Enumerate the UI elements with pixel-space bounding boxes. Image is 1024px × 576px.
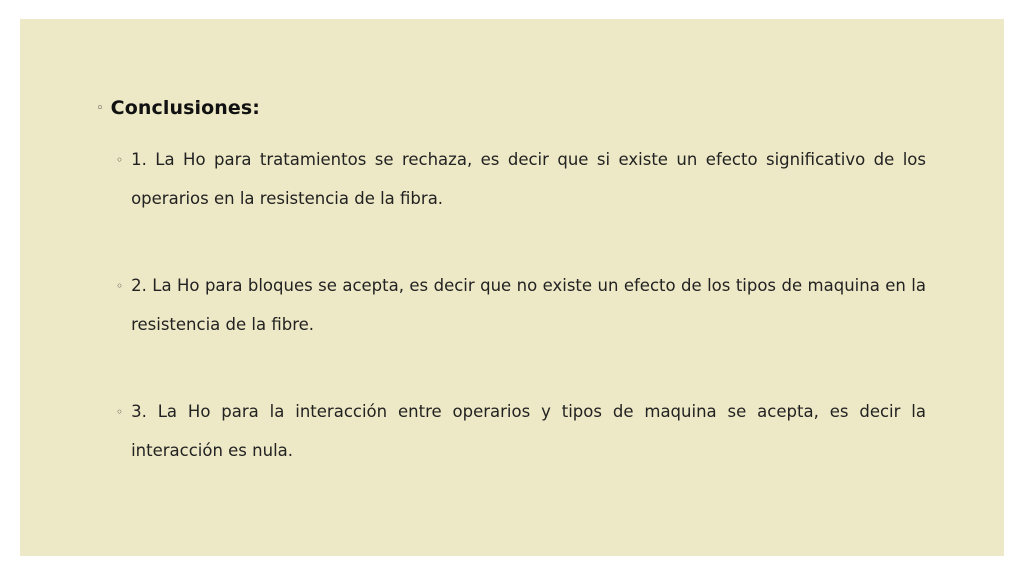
conclusion-item-1: [116, 149, 926, 218]
conclusion-text-1: 1. La Ho para tratamientos se rechaza, es decir que si existe un efecto significativo de los operarios en la resistencia de la fibra.: [131, 150, 926, 208]
conclusion-text-3: 3. La Ho para la interacción entre operarios y tipos de maquina se acepta, es decir la interacción es nula.: [131, 402, 926, 460]
slide-panel: [20, 19, 1004, 556]
ring-bullet-icon: ◦: [116, 405, 124, 419]
ring-bullet-icon: ◦: [116, 279, 124, 293]
slide-content: [20, 19, 1004, 556]
conclusion-item-2: [116, 275, 926, 344]
conclusion-item-3: [116, 401, 926, 470]
ring-bullet-icon: ◦: [116, 153, 124, 167]
heading-row: [96, 97, 260, 119]
conclusion-text-2: 2. La Ho para bloques se acepta, es decir que no existe un efecto de los tipos de maquina en la resistencia de la fibre.: [131, 276, 926, 334]
slide-heading: Conclusiones:: [110, 97, 260, 119]
ring-bullet-icon: ◦: [96, 101, 104, 116]
